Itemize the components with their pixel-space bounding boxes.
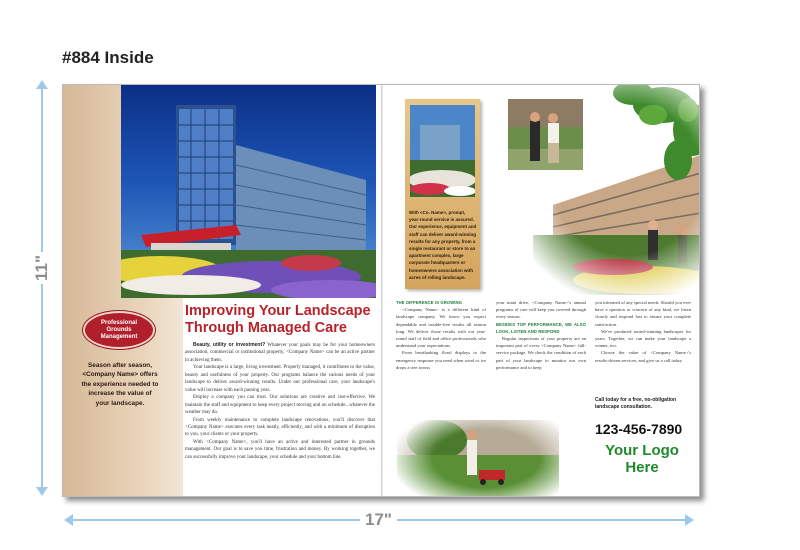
- column-paragraph: your main drive, <Company Name>'s annual programs of care will keep you covered through every season.: [496, 300, 586, 320]
- logo-line: Here: [625, 459, 659, 476]
- badge-line: Grounds: [106, 326, 132, 333]
- column-paragraph: Choose the value of <Company Name>'s results-driven services, and give us a call today.: [595, 350, 691, 363]
- left-body-copy: [185, 342, 375, 461]
- column-paragraph: you informed of any special needs. Should you ever have a question or concern of any kind, we listen closely and respond fast to ensure your complete satisfaction.: [595, 300, 691, 327]
- height-dimension-label: 11": [32, 252, 52, 284]
- headline-line: Through Managed Care: [185, 320, 347, 336]
- badge-line: Professional: [100, 319, 137, 326]
- office-building-photo: [121, 85, 376, 298]
- page-title: #884 Inside: [62, 48, 154, 67]
- column-paragraph: From breathtaking floral displays to the emergency response you need when wind or ice drops a tree across: [396, 350, 486, 370]
- column-subhead: THE DIFFERENCE IS GROWING: [396, 300, 463, 305]
- body-paragraph: From weekly maintenance to complete landscape renovations, you'll discover that <Company Name> executes every task neatly, efficiently, and with a minimum of disruption to you, your clients or your property.: [185, 417, 375, 438]
- building-flowers-photo: [410, 105, 475, 197]
- phone-number: 123-456-7890: [595, 421, 683, 437]
- text-column-1: [396, 299, 486, 371]
- width-dimension-label: 17": [360, 510, 397, 530]
- column-paragraph: We've produced award-winning landscapes for years. Together, we can make your landscape a winner, too.: [595, 328, 691, 349]
- column-paragraph: Regular inspections of your property are an important part of every <Company Name> full-service package. We check the condition of each part of your landscape to monitor our own performance and to keep: [496, 336, 586, 370]
- badge-line: Management: [100, 333, 138, 340]
- callout-text: With <Co. Name>, prompt, year-round service is assured. Our experience, equipment and staff can deliver award-winning results for any property, from a single restaurant or store to an apartment complex, large corporate headquarters or homeowners association with acres of rolling landscape.: [409, 210, 477, 280]
- lead-question: Beauty, utility or investment?: [193, 342, 266, 348]
- column-subhead: BESIDES TOP PERFORMANCE, WE ALSO LOOK, LISTEN AND RESPOND: [496, 321, 586, 334]
- body-paragraph: Employ a company you can trust. Our solutions are creative and cost-effective. We maintain the staff and equipment to keep every project moving and on schedule...whatever the weather may do.: [185, 395, 375, 416]
- text-column-2: [496, 299, 586, 371]
- lawn-mower-photo: [397, 410, 559, 497]
- right-panel: [383, 85, 700, 497]
- column-paragraph: <Company Name> is a different kind of landscape company. We know you expect dependable and trouble-free results all season long. We deliver those results with our year-round staff of field and office professionals who understand your expectations.: [396, 307, 486, 349]
- professional-grounds-management-badge: [83, 311, 155, 349]
- body-paragraph: [185, 342, 375, 364]
- height-dimension-arrow: [41, 82, 43, 494]
- logo-line: Your Logo: [605, 442, 679, 459]
- headline-line: Improving Your Landscape: [185, 303, 371, 319]
- main-headline: [185, 303, 377, 337]
- body-paragraph: Your landscape is a large, living investment. Properly managed, it contributes to the value, beauty and usefulness of your property. Our programs balance the various needs of your landscape to deliver award-winning results. Under our professional care, your landscape's value will increase with each passing year.: [185, 365, 375, 393]
- text-column-3: [595, 299, 691, 364]
- logo-placeholder: [601, 442, 683, 476]
- sidebar-tagline: Season after season, <Company Name> offers the experience needed to increase the value of your landscape.: [81, 362, 159, 407]
- brochure-spread: [62, 84, 700, 497]
- two-men-meeting-photo: [508, 99, 583, 170]
- left-panel: [63, 85, 381, 497]
- call-to-action: Call today for a free, no-obligation landscape consultation.: [595, 397, 677, 411]
- body-paragraph: With <Company Name>, you'll have an active and interested partner in grounds management. Our goal is to save you time, frustration and money. By working together, we can successfully improve your landscape, your schedule and your bottom line.: [185, 439, 375, 460]
- paragraph-text: Whatever your goals may be for your homeowners association, commercial or institutional property, <Company Name> can be an active partner in achieving them.: [185, 343, 375, 363]
